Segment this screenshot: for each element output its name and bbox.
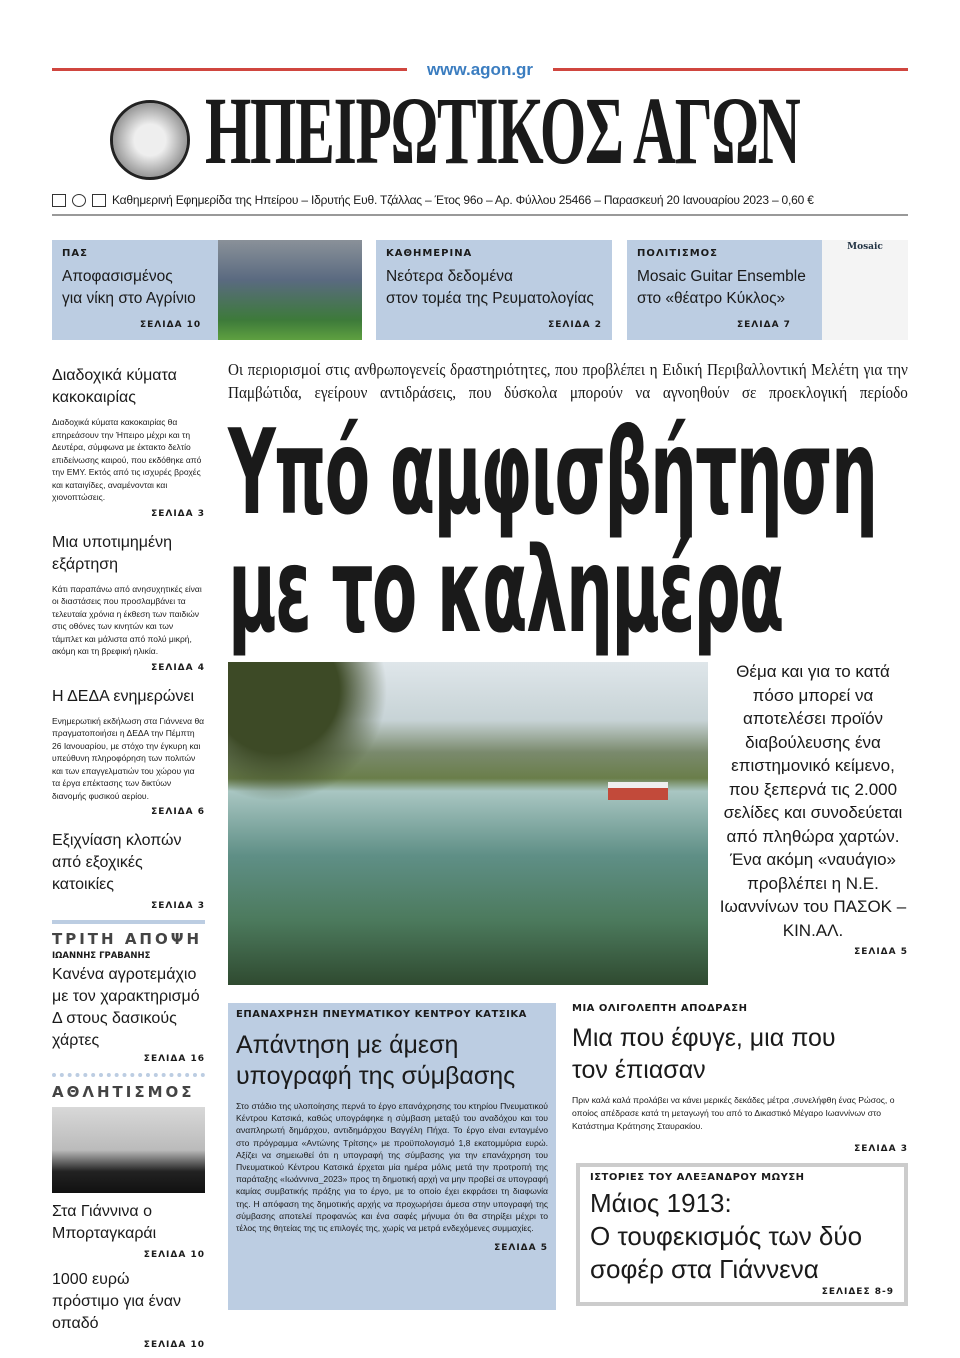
page-ref: ΣΕΛΙΔΑ 4: [151, 662, 205, 673]
page-ref: ΣΕΛΙΔΑ 3: [151, 508, 205, 519]
kicker: ΜΙΑ ΟΛΙΓΟΛΕΠΤΗ ΑΠΟΔΡΑΣΗ: [572, 1003, 748, 1014]
story-text: Ενημερωτική εκδήλωση στα Γιάννενα θα πραγματοποιήσει η ΔΕΔΑ την Πέμπτη 26 Ιανουαρίου, με στόχο την έγκυρη και υπεύθυνη πληροφόρηση των πολιτών και των επαγγελματιών του χώρου για τα έργα επέκτασης των δικτύων διανομής φυσικού αερίου.: [52, 715, 205, 801]
lead-deck: Οι περιορισμοί στις ανθρωπογενείς δραστηριότητες, που προβλέπει η Ειδική Περιβαλλοντική Μελέτη για την Παμβώτιδα, εγείρουν αντιδράσεις, που δύσκολα μπορούν να αγνοηθούν σε προεκλογική περίοδο: [228, 360, 908, 402]
story-text: Στο στάδιο της υλοποίησης περνά το έργο επανάχρησης του κτηρίου Πνευματικού Κέντρου Κατσικά, καθώς υπογράφηκε η σύμβαση μεταξύ του αναδόχου και του αναπληρωτή δημάρχου, αντιδημάρχου Βαγγέλη Πήχα. Το έργο είναι ενταγμένο στο πρόγραμμα «Αντώνης Τρίτσης» με προϋπολογισμό 1,8 εκατομμύρια ευρώ. Αξίζει να σημειωθεί ότι η υπογραφή της σύμβασης για την επανάχρηση του Πνευματικού Κέντρου Κατσικά έρχεται μία ημέρα μόλις μετά την προτροπή της παράταξης «Ιωάννινα_2023» προς τη δημοτική αρχή να μην προβεί σε υπογραφή καμίας συμβατικής πράξης για το έργο, με το οποίο έχει εκφράσει τη διαφωνία της. Η απόφαση της δημοτικής αρχής να προχωρήσει άμεσα στην υπογραφή της σύμβασης αποτελεί προφανώς και ένα σαφές μήνυμα ότι θα στηρίξει μέχρι το τέλος της θητείας της τις επιλογές της, χωρίς να μετρά ενδεχόμενες συμμαχίες.: [236, 1101, 548, 1234]
story-title: Μια που έφυγε, μια που τον έπιασαν: [572, 1024, 836, 1084]
teaser-title: Mosaic Guitar Ensemble στο «θέατρο Κύκλος»: [637, 268, 806, 307]
logo-seal: [110, 100, 190, 180]
page-ref: ΣΕΛΙΔΑ 10: [140, 320, 202, 330]
page-ref: ΣΕΛΙΔΑ 10: [143, 1340, 205, 1350]
page-ref: ΣΕΛΙΔΑ 10: [143, 1250, 205, 1260]
divider: [52, 1073, 205, 1077]
section-label: ΤΡΙΤΗ ΑΠΟΨΗ: [52, 930, 203, 948]
story-thefts[interactable]: [52, 830, 205, 912]
kicker: ΕΠΑΝΑΧΡΗΣΗ ΠΝΕΥΜΑΤΙΚΟΥ ΚΕΝΤΡΟΥ ΚΑΤΣΙΚΑ: [236, 1009, 527, 1020]
kicker: ΠΑΣ: [62, 248, 88, 259]
page-ref: ΣΕΛΙΔΑ 5: [854, 947, 908, 957]
story-screens[interactable]: [52, 532, 205, 674]
page-ref: ΣΕΛΙΔΕΣ 8-9: [821, 1287, 894, 1297]
page-ref: ΣΕΛΙΔΑ 2: [548, 320, 602, 330]
story-title: Η ΔΕΔΑ ενημερώνει: [52, 687, 195, 705]
story-title: Κανένα αγροτεμάχιο με τον χαρακτηρισμό Δ στους δασικούς χάρτες: [52, 966, 200, 1049]
page-ref: ΣΕΛΙΔΑ 5: [494, 1243, 548, 1254]
story-weather[interactable]: [52, 365, 205, 520]
story-player[interactable]: [52, 1201, 205, 1261]
story-deda[interactable]: [52, 686, 205, 819]
teaser-health[interactable]: [376, 240, 612, 340]
teaser-culture[interactable]: [627, 240, 908, 340]
divider: [52, 214, 908, 216]
lake-photo: [228, 662, 708, 985]
story-title: 1000 ευρώ πρόστιμο για έναν οπαδό: [52, 1271, 181, 1332]
issue-line: Καθημερινή Εφημερίδα της Ηπείρου – Ιδρυτής Ευθ. Τζάλλας – Έτος 96ο – Αρ. Φύλλου 25466 – Παρασκευή 20 Ιανουαρίου 2023 – 0,60 €: [112, 193, 814, 207]
story-title: Μάιος 1913: Ο τουφεκισμός των δύο σοφέρ στα Γιάννενα: [590, 1188, 863, 1284]
kicker: ΙΣΤΟΡΙΕΣ ΤΟΥ ΑΛΕΞΑΝΔΡΟΥ ΜΩΥΣΗ: [590, 1172, 805, 1183]
page-ref: ΣΕΛΙΔΑ 7: [737, 320, 791, 330]
teaser-title: Αποφασισμένος για νίκη στο Αγρίνιο: [62, 268, 196, 307]
lead-side-text: Θέμα και για το κατά πόσο μπορεί να αποτελέσει προϊόν διαβούλευσης ένα επιστημονικό κείμενο, που ξεπερνά τις 2.000 σελίδες και συνοδεύεται από πληθώρα χαρτών. Ένα ακόμη «ναυάγιο» προβλέπει η Ν.Ε. Ιωαννίνων του ΠΑΣΟΚ – ΚΙΝ.ΑΛ.: [719, 662, 907, 940]
author: ΙΩΑΝΝΗΣ ΓΡΑΒΑΝΗΣ: [52, 951, 151, 961]
story-history[interactable]: [576, 1163, 908, 1306]
issue-info: [52, 193, 908, 207]
story-title: Μια υποτιμημένη εξάρτηση: [52, 533, 173, 573]
football-photo: [218, 240, 362, 340]
divider: [52, 920, 205, 924]
story-escape[interactable]: [572, 1003, 908, 1155]
icon-badge: [92, 194, 106, 207]
icon-badge: [72, 194, 86, 207]
left-column: [52, 365, 205, 1351]
story-title: Εξιχνίαση κλοπών από εξοχικές κατοικίες: [52, 832, 182, 893]
section-label: ΑΘΛΗΤΙΣΜΟΣ: [52, 1083, 195, 1101]
story-text: Πριν καλά καλά προλάβει να κάνει μερικές δεκάδες μέτρα ,συνελήφθη ένας Ρώσος, ο οποίος απέδρασε κατά τη μεταγωγή του από το Δικαστικό Μέγαρο Ιωαννίνων στο Κατάστημα Κράτησης Σταυρακίου.: [572, 1095, 895, 1131]
story-text: Κάτι παραπάνω από ανησυχητικές είναι οι διαστάσεις που προσλαμβάνει τα τελευταία χρόνια η έκθεση των παιδιών στις οθόνες των κινητών και των τάμπλετ και μάλιστα από πολύ μικρή, ακόμη και τη βρεφική ηλικία.: [52, 583, 202, 656]
teaser-title: Νεότερα δεδομένα στον τομέα της Ρευματολογίας: [386, 268, 594, 307]
lead-headline[interactable]: Υπό αμφισβήτηση με το καλημέρα: [228, 403, 877, 659]
opinion-column[interactable]: [52, 930, 205, 1065]
page-ref: ΣΕΛΙΔΑ 3: [854, 1144, 908, 1154]
story-title: Στα Γιάννινα ο Μπορταγκαράι: [52, 1203, 157, 1242]
teaser-pas[interactable]: [52, 240, 362, 340]
rule: [553, 68, 908, 71]
story-fine[interactable]: [52, 1269, 205, 1351]
player-photo: [52, 1107, 205, 1193]
newspaper-title: ΗΠΕΙΡΩΤΙΚΟΣ ΑΓΩΝ: [205, 77, 800, 184]
page-ref: ΣΕΛΙΔΑ 3: [151, 901, 205, 911]
story-text: Διαδοχικά κύματα κακοκαιρίας θα επηρεάσουν την Ήπειρο μέχρι και τη Δευτέρα, σύμφωνα με έκτακτο δελτίο επιδείνωσης καιρού, που εκδόθηκε από την ΕΜΥ. Εκτός από τις ισχυρές βροχές και καταιγίδες, αναμένονται και χιονοπτώσεις.: [52, 417, 202, 502]
kicker: ΚΑΘΗΜΕΡΙΝΑ: [386, 248, 473, 259]
concert-poster: Mosaic: [822, 240, 908, 340]
story-title: Διαδοχικά κύματα κακοκαιρίας: [52, 367, 177, 406]
icon-badge: [52, 194, 66, 207]
page-ref: ΣΕΛΙΔΑ 16: [143, 1054, 205, 1064]
story-katsika[interactable]: [228, 1003, 556, 1310]
page-ref: ΣΕΛΙΔΑ 6: [151, 807, 205, 817]
rule: [52, 68, 407, 71]
site-link[interactable]: www.agon.gr: [426, 60, 534, 79]
lead-side: [718, 660, 908, 958]
story-title: Απάντηση με άμεση υπογραφή της σύμβασης: [236, 1031, 516, 1090]
kicker: ΠΟΛΙΤΙΣΜΟΣ: [637, 248, 718, 259]
